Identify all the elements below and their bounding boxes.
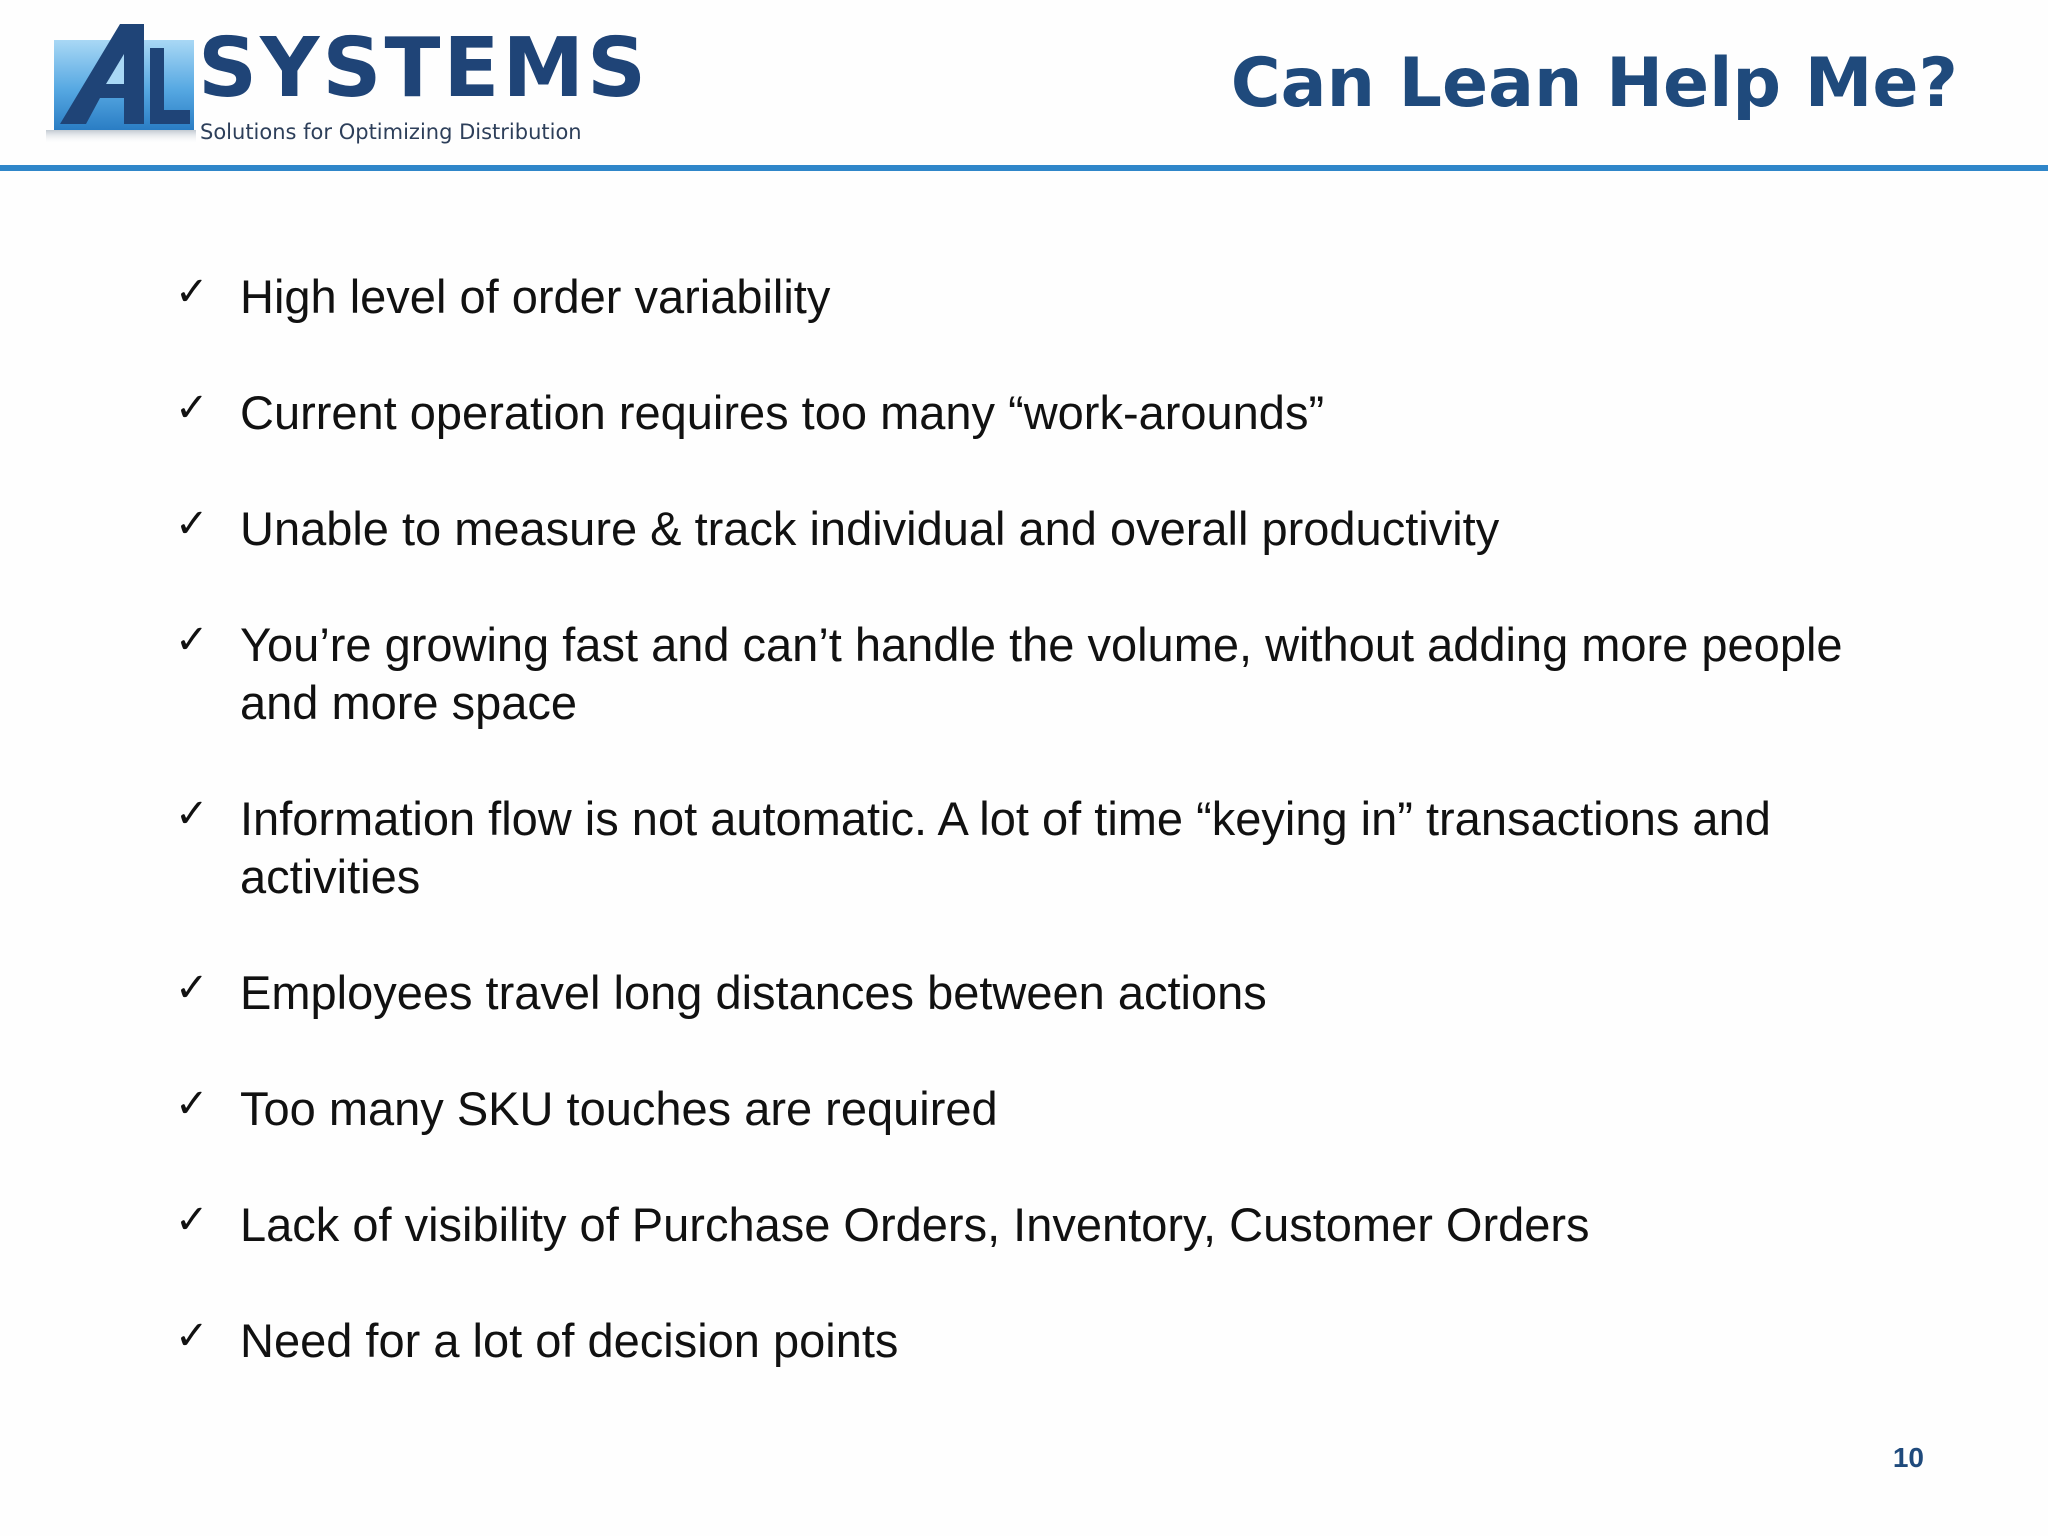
bullet-text: Need for a lot of decision points (240, 1314, 899, 1367)
checkmark-icon: ✓ (175, 791, 209, 837)
bullet-text: Unable to measure & track individual and overall productivity (240, 502, 1500, 555)
logo-tagline: Solutions for Optimizing Distribution (200, 120, 582, 144)
checkmark-icon: ✓ (175, 965, 209, 1011)
slide-title: Can Lean Help Me? (1230, 44, 1958, 123)
logo-wordmark: SYSTEMS (198, 21, 650, 116)
checkmark-icon: ✓ (175, 269, 209, 315)
checkmark-icon: ✓ (175, 1081, 209, 1127)
page-number: 10 (1892, 1442, 1924, 1473)
bullet-text: Current operation requires too many “work-arounds” (240, 386, 1325, 439)
bullet-text: You’re growing fast and can’t handle the volume, without adding more people and more space (240, 618, 1843, 729)
checkmark-icon: ✓ (175, 1313, 209, 1359)
bullet-text: Lack of visibility of Purchase Orders, Inventory, Customer Orders (240, 1198, 1590, 1251)
checkmark-icon: ✓ (175, 1197, 209, 1243)
checkmark-icon: ✓ (175, 501, 209, 547)
checkmark-icon: ✓ (175, 617, 209, 663)
bullet-text: Employees travel long distances between actions (240, 966, 1267, 1019)
bullet-text: High level of order variability (240, 270, 831, 323)
checkmark-icon: ✓ (175, 385, 209, 431)
bullet-text: Too many SKU touches are required (240, 1082, 998, 1135)
bullet-text: Information flow is not automatic. A lot of time “keying in” transactions and activities (240, 792, 1771, 903)
